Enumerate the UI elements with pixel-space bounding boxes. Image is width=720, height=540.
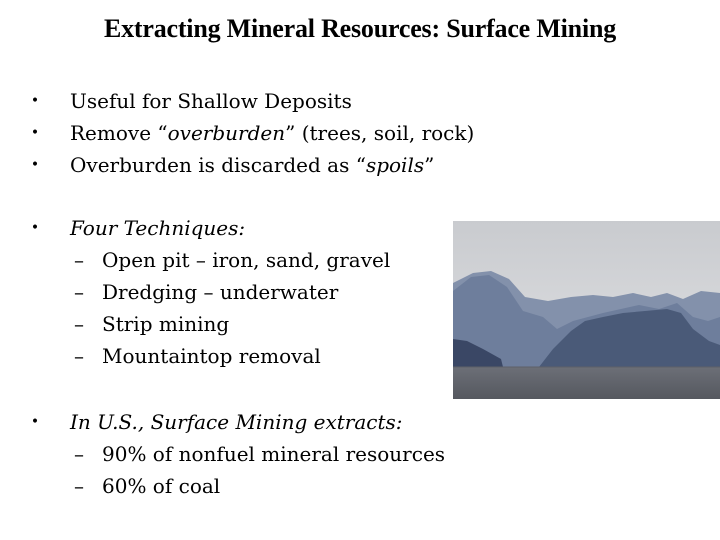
dash-bullet: – xyxy=(74,474,84,498)
bullet-text: Overburden is discarded as “ xyxy=(70,153,366,177)
dash-bullet: – xyxy=(74,344,84,368)
bullet-item xyxy=(28,117,474,149)
bullet-item xyxy=(28,85,474,117)
bullet-text: ” (trees, soil, rock) xyxy=(285,121,475,145)
bullet-dot: • xyxy=(30,93,40,109)
bullet-dot: • xyxy=(30,414,40,430)
bullet-item xyxy=(28,406,445,502)
sub-item-text: Dredging – underwater xyxy=(102,280,339,304)
us-heading: In U.S., Surface Mining extracts: xyxy=(70,410,403,434)
bullet-text: Useful for Shallow Deposits xyxy=(70,89,352,113)
bullet-emphasis: overburden xyxy=(167,121,286,145)
dash-bullet: – xyxy=(74,248,84,272)
sub-item-text: 60% of coal xyxy=(102,474,221,498)
sub-item xyxy=(70,438,445,470)
sub-item xyxy=(70,340,390,372)
dash-bullet: – xyxy=(74,442,84,466)
bullet-dot: • xyxy=(30,157,40,173)
bullet-dot: • xyxy=(30,125,40,141)
techniques-heading: Four Techniques: xyxy=(70,216,246,240)
sub-item-text: 90% of nonfuel mineral resources xyxy=(102,442,446,466)
us-bullet-list xyxy=(28,406,445,502)
techniques-bullet-list xyxy=(28,212,390,372)
sub-item-text: Mountaintop removal xyxy=(102,344,321,368)
dash-bullet: – xyxy=(74,312,84,336)
mountain-lake-photo xyxy=(453,221,720,399)
photo-water xyxy=(453,367,720,399)
intro-bullet-list xyxy=(28,85,474,181)
sub-item xyxy=(70,470,445,502)
sub-item-text: Open pit – iron, sand, gravel xyxy=(102,248,391,272)
sub-item xyxy=(70,276,390,308)
sub-item xyxy=(70,244,390,276)
bullet-item xyxy=(28,212,390,372)
us-sublist xyxy=(70,438,445,502)
bullet-text: Remove “ xyxy=(70,121,168,145)
sub-item xyxy=(70,308,390,340)
dash-bullet: – xyxy=(74,280,84,304)
bullet-dot: • xyxy=(30,220,40,236)
bullet-emphasis: spoils xyxy=(365,153,425,177)
sub-item-text: Strip mining xyxy=(102,312,230,336)
bullet-item xyxy=(28,149,474,181)
bullet-text: ” xyxy=(424,153,435,177)
slide-title: Extracting Mineral Resources: Surface Mining xyxy=(103,14,617,43)
techniques-sublist xyxy=(70,244,390,372)
